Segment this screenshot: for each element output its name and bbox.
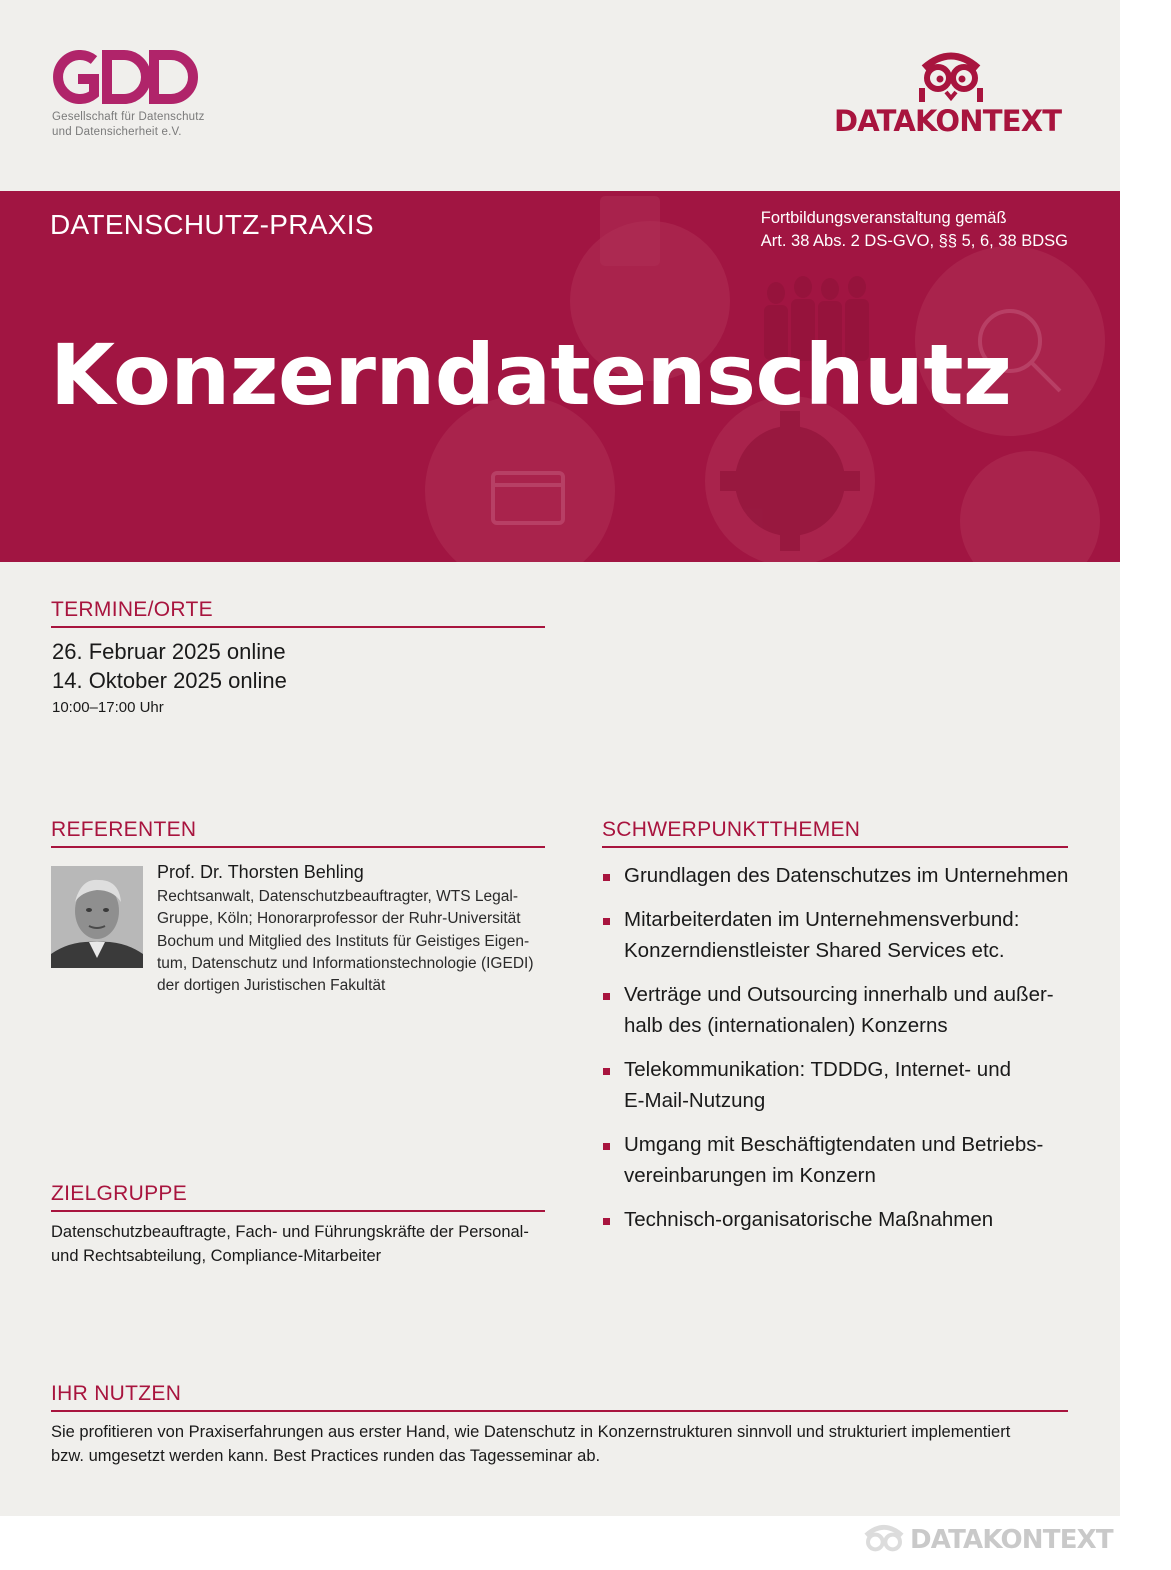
- topic-line: E-Mail-Nutzung: [624, 1089, 766, 1112]
- bullet-icon: [603, 874, 610, 881]
- topic-line: Mitarbeiterdaten im Unternehmensverbund:: [624, 908, 1020, 931]
- date-line-2: 14. Oktober 2025 online: [52, 668, 287, 693]
- title-banner: [0, 191, 1120, 562]
- datakontext-wordmark: DATAKONTEXT: [834, 104, 1062, 138]
- schwerpunkte-heading: SCHWERPUNKTTHEMEN: [602, 818, 1068, 848]
- bullet-icon: [603, 918, 610, 925]
- referenten-heading: REFERENTEN: [51, 818, 545, 848]
- topic-line: Konzerndienstleister Shared Services etc.: [624, 939, 1005, 962]
- speaker-bio-line: der dortigen Juristischen Fakultät: [157, 977, 386, 995]
- page-title: Konzerndatenschutz: [50, 326, 1012, 424]
- zielgruppe-heading: ZIELGRUPPE: [51, 1182, 545, 1212]
- date-line-1: 26. Februar 2025 online: [52, 639, 286, 664]
- series-label: DATENSCHUTZ-PRAXIS: [50, 209, 374, 240]
- gdd-logo: [50, 50, 200, 104]
- footer-wordmark: DATAKONTEXT: [910, 1525, 1113, 1555]
- topic-line: halb des (internationalen) Konzerns: [624, 1014, 948, 1037]
- speaker-name: Prof. Dr. Thorsten Behling: [157, 862, 364, 882]
- speaker-bio-line: Rechtsanwalt, Datenschutzbeauftragter, WTS Legal-: [157, 888, 518, 905]
- bullet-icon: [603, 1218, 610, 1225]
- topic-item: [602, 1129, 1077, 1191]
- owl-icon: [918, 48, 984, 102]
- topic-line: Umgang mit Beschäftigtendaten und Betriebs-: [624, 1133, 1044, 1156]
- topic-item: [602, 904, 1077, 966]
- gdd-tagline-line2: und Datensicherheit e.V.: [52, 126, 182, 138]
- gdd-tagline-line1: Gesellschaft für Datenschutz: [52, 111, 205, 123]
- gdd-logo-mark: [50, 50, 200, 104]
- nutzen-line: Sie profitieren von Praxiserfahrungen aus erster Hand, wie Datenschutz in Konzernstrukturen sinnvoll und strukturiert implementiert: [51, 1423, 1011, 1441]
- topic-item: [602, 860, 1077, 891]
- nutzen-text: [51, 1420, 1071, 1468]
- speaker-bio-line: tum, Datenschutz und Informationstechnologie (IGEDI): [157, 954, 534, 972]
- zielgruppe-line: Datenschutzbeauftragte, Fach- und Führungskräfte der Personal-: [51, 1223, 529, 1241]
- certification-line1: Fortbildungsveranstaltung gemäß: [760, 209, 1007, 227]
- topic-item: [602, 1204, 1077, 1235]
- topic-line: Grundlagen des Datenschutzes im Unternehmen: [624, 864, 1069, 887]
- topic-item: [602, 979, 1077, 1041]
- speaker-bio-line: Gruppe, Köln; Honorarprofessor der Ruhr-Universität: [157, 910, 521, 928]
- page-margin-right: [1120, 0, 1171, 1570]
- topic-item: [602, 1054, 1077, 1116]
- topic-line: Technisch-organisatorische Maßnahmen: [624, 1208, 994, 1231]
- gdd-tagline: [52, 110, 272, 140]
- speaker-photo: [51, 866, 143, 968]
- nutzen-heading: IHR NUTZEN: [51, 1382, 1068, 1412]
- topic-line: Telekommunikation: TDDDG, Internet- und: [624, 1058, 1012, 1081]
- bullet-icon: [603, 1068, 610, 1075]
- topics-list: [602, 860, 1077, 1248]
- nutzen-line: bzw. umgesetzt werden kann. Best Practices runden das Tagesseminar ab.: [51, 1447, 601, 1465]
- speaker-portrait-image: [51, 866, 143, 968]
- speaker-bio: [157, 886, 542, 997]
- bullet-icon: [603, 1143, 610, 1150]
- certification-note: [761, 207, 1068, 253]
- termine-dates: [52, 637, 287, 716]
- topic-line: Verträge und Outsourcing innerhalb und außer-: [624, 983, 1054, 1006]
- zielgruppe-line: und Rechtsabteilung, Compliance-Mitarbeiter: [51, 1247, 382, 1265]
- time-line: 10:00–17:00 Uhr: [52, 699, 164, 716]
- certification-line2: Art. 38 Abs. 2 DS-GVO, §§ 5, 6, 38 BDSG: [760, 232, 1068, 250]
- bullet-icon: [603, 993, 610, 1000]
- footer-owl-icon: [862, 1522, 906, 1558]
- topic-line: vereinbarungen im Konzern: [624, 1164, 876, 1187]
- zielgruppe-text: [51, 1220, 551, 1268]
- speaker-bio-line: Bochum und Mitglied des Instituts für Geistiges Eigen-: [157, 932, 530, 950]
- termine-heading: TERMINE/ORTE: [51, 598, 545, 628]
